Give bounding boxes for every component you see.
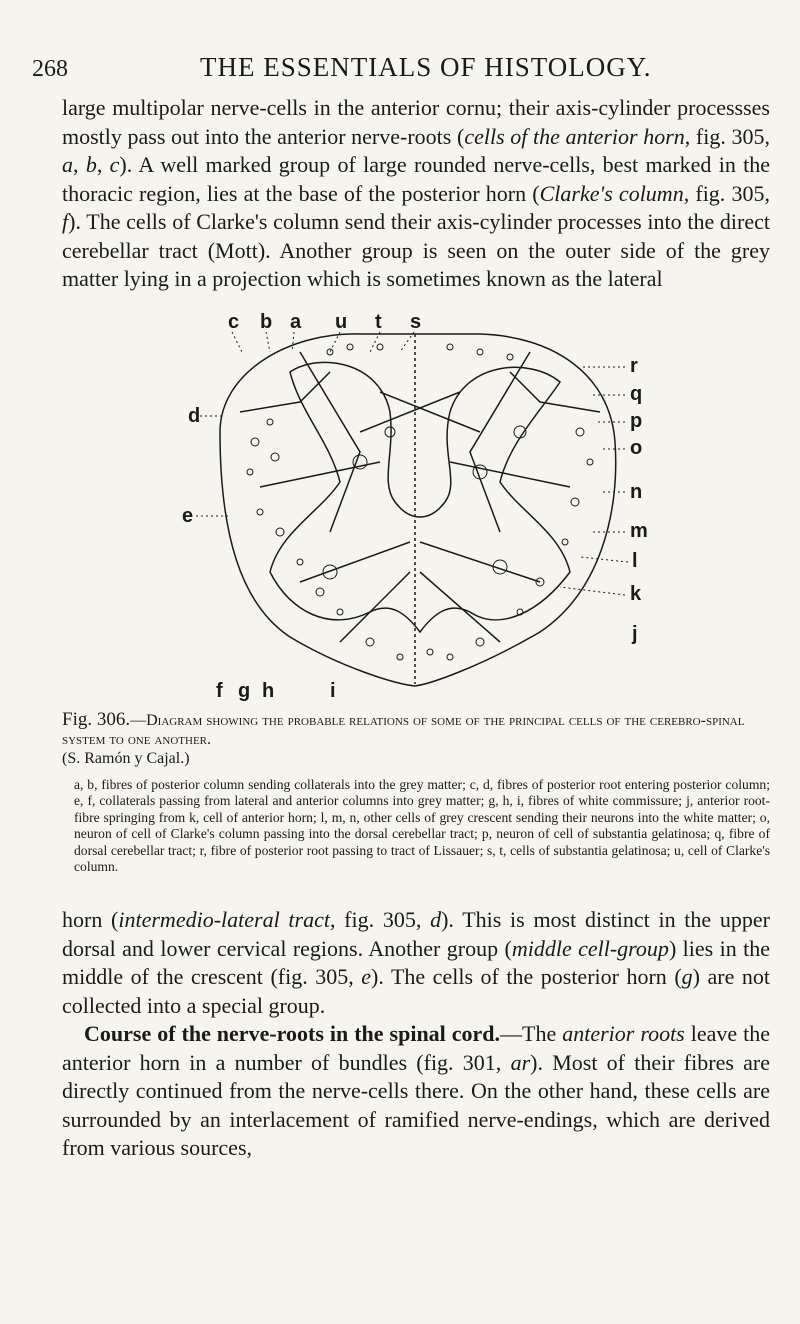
text-run: ). The cells of Clarke's column send their axis-cylinder processes into the direct cerebellar tract (Mott). Another group is seen on the outer side of the grey matter lying in a projection which is sometimes known as the lateral xyxy=(62,209,770,291)
label-d: d xyxy=(188,405,201,427)
label-k: k xyxy=(630,583,642,605)
text-run: ). A well marked group of large rounded nerve-cells, best marked in the thoracic region, lies at the base of the posterior horn ( xyxy=(62,152,771,206)
paragraph-bottom xyxy=(62,906,770,1163)
text-run: ) lies in the middle of the crescent (fig. 305, xyxy=(62,935,771,989)
label-h: h xyxy=(262,680,275,702)
page-header xyxy=(0,52,800,92)
label-g: g xyxy=(238,680,251,702)
label-i: i xyxy=(330,680,336,702)
caption-legend: a, b, fibres of posterior column sending collaterals into the grey matter; c, d, fibres of posterior root entering posterior column; e, f, collaterals passing from lateral and anterior columns into grey matter; g, h, i, fibres of white commissure; j, anterior root-fibre springing from k, cell of anterior horn; l, m, n, other cells of grey crescent sending their neurons into the white matter; o, neuron of cell of Clarke's column passing into the dorsal cerebellar tract; p, neuron of cell of substantia gelatinosa; q, fibre of dorsal cerebellar tract; r, fibre of posterior root passing to tract of Lissauer; s, t, cells of substantia gelatinosa; u, cell of Clarke's column. xyxy=(74,777,770,875)
running-head: THE ESSENTIALS OF HISTOLOGY. xyxy=(200,52,652,82)
italic-letter: e xyxy=(361,964,372,989)
text-run: , fig. 305, xyxy=(684,123,770,149)
page-number: 268 xyxy=(32,56,68,82)
text-run: , fig. 305, xyxy=(683,180,770,206)
section-heading: Course of the nerve-roots in the spinal cord. xyxy=(84,1021,501,1046)
italic-letter: f xyxy=(62,209,69,234)
label-p: p xyxy=(630,410,643,432)
paragraph-1 xyxy=(62,906,770,1020)
italic-letter: ar xyxy=(510,1049,531,1075)
label-t: t xyxy=(375,312,382,333)
text-run: , xyxy=(96,152,110,177)
label-e: e xyxy=(182,505,194,527)
italic-letter: d xyxy=(430,907,442,932)
text-run: , xyxy=(73,152,86,177)
label-u: u xyxy=(335,312,348,333)
label-l: l xyxy=(632,550,638,572)
italic-term: Clarke's column xyxy=(539,180,684,206)
label-m: m xyxy=(630,520,648,542)
text-run: horn ( xyxy=(62,907,119,932)
caption-heading: —Diagram showing the probable relations of some of the principal cells of the cerebro-spinal system to one another. xyxy=(62,712,745,748)
paragraph-top xyxy=(62,94,770,294)
italic-term: middle cell-group xyxy=(511,935,669,961)
grey-matter-outline xyxy=(270,362,570,632)
label-q: q xyxy=(630,383,643,405)
text-run: leave the anterior horn in a number of bundles (fig. 301, xyxy=(62,1021,770,1075)
label-c: c xyxy=(228,312,240,333)
text-run: large multipolar nerve-cells in the anterior cornu; their axis-cylinder processses mostly pass out into the anterior nerve-roots ( xyxy=(62,95,770,149)
label-n: n xyxy=(630,481,643,503)
diagram-svg xyxy=(180,312,650,702)
label-b: b xyxy=(260,312,273,333)
text-run: ). The cells of the posterior horn ( xyxy=(371,964,682,989)
label-s: s xyxy=(410,312,422,333)
italic-letter: g xyxy=(681,964,693,989)
label-f: f xyxy=(216,680,223,702)
italic-letter: b xyxy=(85,152,97,177)
text-run: —The xyxy=(500,1021,563,1046)
caption-credit: (S. Ramón y Cajal.) xyxy=(62,750,190,767)
caption-title xyxy=(62,710,770,749)
italic-term: anterior roots xyxy=(562,1021,685,1046)
label-o: o xyxy=(630,437,643,459)
italic-term: cells of the anterior horn xyxy=(464,123,685,149)
label-r: r xyxy=(630,355,638,377)
italic-letter: a xyxy=(62,152,73,177)
text-run: ). Most of their fibres are directly continued from the nerve-cells there. On the other hand, these cells are surrounded by an interlacement of ramified nerve-endings, which are derived from various sources, xyxy=(62,1049,771,1160)
text-run: , fig. 305, xyxy=(329,907,431,932)
label-j: j xyxy=(632,623,638,645)
figure-number: Fig. 306. xyxy=(62,709,131,730)
italic-letter: c xyxy=(109,152,120,177)
text-run: ). This is most distinct in the upper dorsal and lower cervical regions. Another group ( xyxy=(62,907,770,961)
spinal-cord-diagram xyxy=(180,312,650,702)
figure-caption xyxy=(62,710,770,875)
italic-term: intermedio-lateral tract xyxy=(118,907,330,932)
text-run: ) are not collected into a special group. xyxy=(62,964,770,1018)
label-a: a xyxy=(290,312,302,333)
paragraph-2 xyxy=(62,1020,770,1163)
